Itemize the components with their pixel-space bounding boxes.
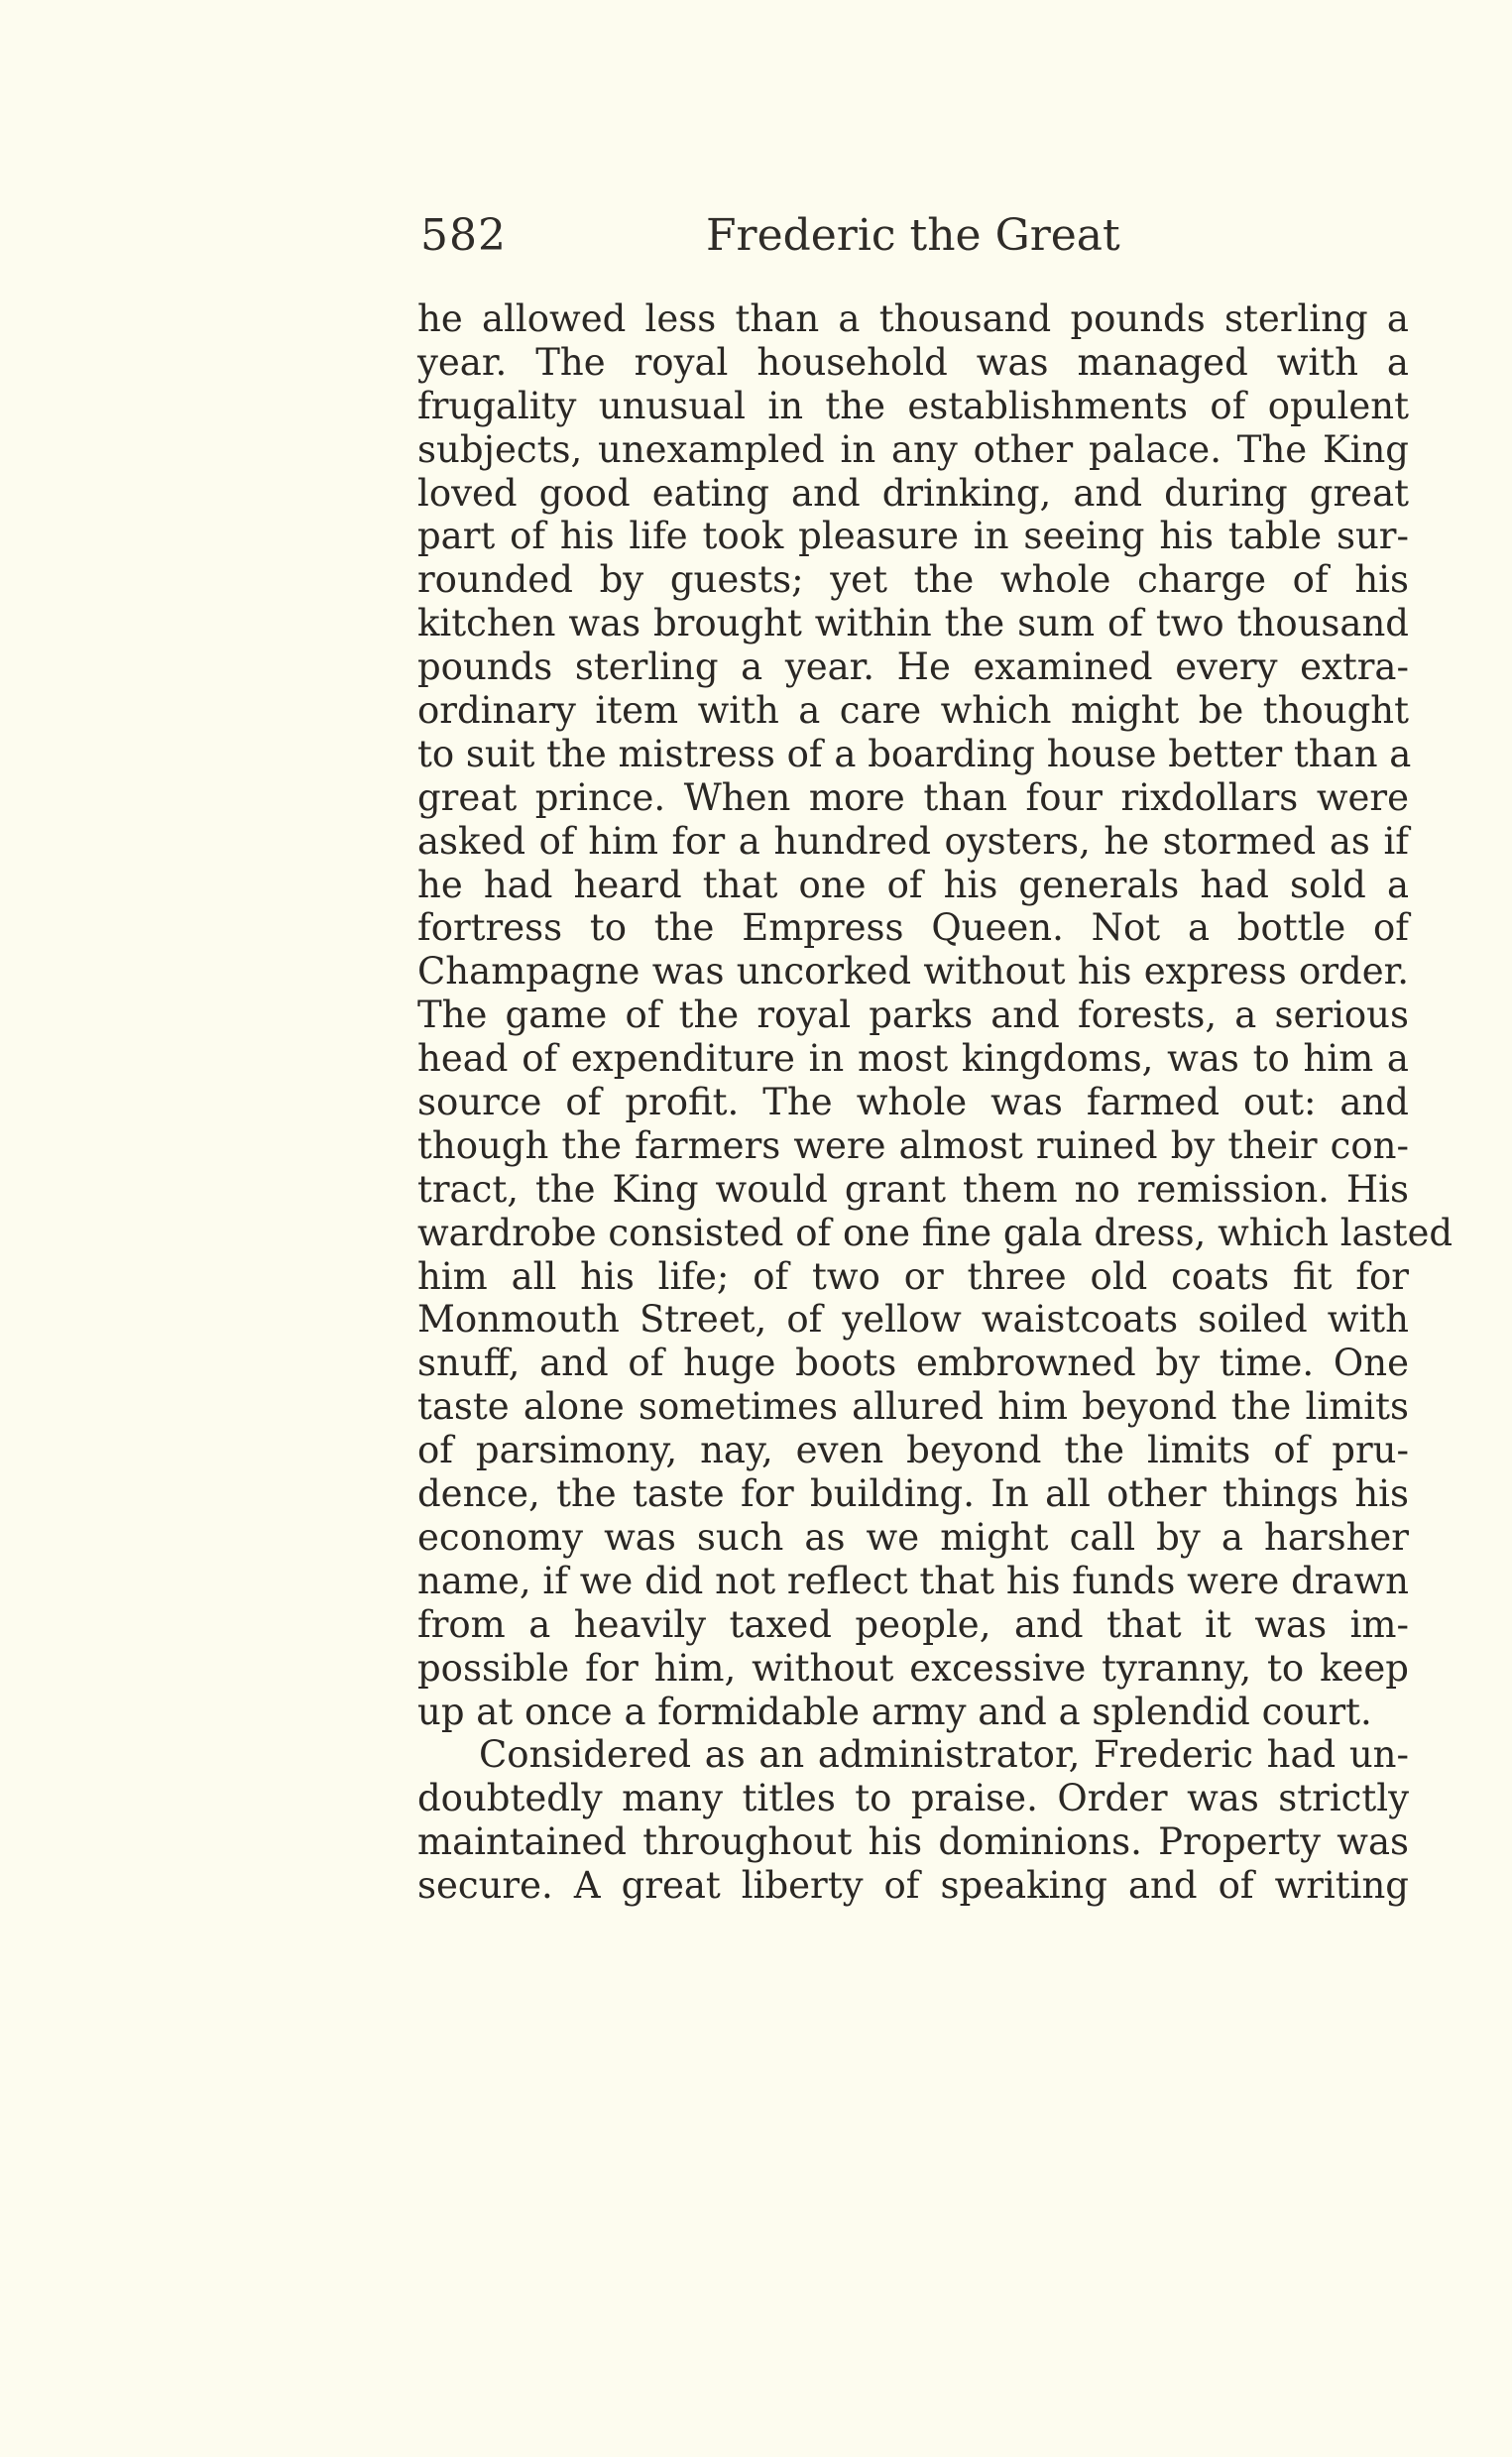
text-line: name, if we did not reflect that his funds were drawn (417, 1559, 1409, 1602)
text-line: rounded by guests; yet the whole charge of his (417, 558, 1409, 602)
text-line: secure. A great liberty of speaking and of writing (417, 1864, 1409, 1908)
text-line: he had heard that one of his generals had sold a (417, 863, 1409, 906)
text-line: tract, the King would grant them no remission. His (417, 1167, 1409, 1211)
text-line: great prince. When more than four rixdollars were (417, 775, 1409, 819)
text-line: possible for him, without excessive tyranny, to keep (417, 1646, 1409, 1690)
text-line: wardrobe consisted of one fine gala dress, which lasted (417, 1211, 1454, 1254)
text-line: source of profit. The whole was farmed out: and (417, 1081, 1409, 1124)
text-line: him all his life; of two or three old coats fit for (417, 1254, 1409, 1298)
text-line: taste alone sometimes allured him beyond the limits (417, 1385, 1409, 1429)
text-line: maintained throughout his dominions. Property was (417, 1820, 1409, 1864)
text-line: subjects, unexampled in any other palace. The King (417, 427, 1409, 471)
text-line: The game of the royal parks and forests, a serious (417, 994, 1409, 1037)
text-line: part of his life took pleasure in seeing his table sur- (417, 515, 1409, 558)
text-line: asked of him for a hundred oysters, he stormed as if (417, 819, 1409, 863)
text-line: to suit the mistress of a boarding house better than a (417, 732, 1412, 775)
text-line: dence, the taste for building. In all other things his (417, 1472, 1409, 1516)
running-title: Frederic the Great (706, 210, 1120, 261)
text-line: though the farmers were almost ruined by their con- (417, 1123, 1409, 1167)
paragraph-start-line: Considered as an administrator, Frederic had un- (479, 1733, 1409, 1777)
text-line: year. The royal household was managed with a (417, 340, 1409, 384)
text-line: loved good eating and drinking, and during great (417, 471, 1409, 515)
page-number: 582 (420, 210, 507, 261)
text-line: from a heavily taxed people, and that it was im- (417, 1602, 1409, 1646)
text-line: Monmouth Street, of yellow waistcoats soiled with (417, 1298, 1409, 1342)
text-line: pounds sterling a year. He examined every extra- (417, 645, 1409, 689)
text-line: Champagne was uncorked without his express order. (417, 950, 1409, 994)
text-line: kitchen was brought within the sum of two thousand (417, 602, 1409, 645)
body-text (417, 297, 1454, 1908)
text-line: snuff, and of huge boots embrowned by time. One (417, 1342, 1409, 1385)
text-line: economy was such as we might call by a harsher (417, 1515, 1409, 1559)
paragraph-end-line: up at once a formidable army and a splendid court. (417, 1690, 1372, 1733)
text-line: head of expenditure in most kingdoms, was to him a (417, 1037, 1409, 1081)
text-line: he allowed less than a thousand pounds sterling a (417, 297, 1409, 340)
running-head (420, 210, 1402, 270)
text-line: fortress to the Empress Queen. Not a bottle of (417, 906, 1409, 950)
text-line: frugality unusual in the establishments of opulent (417, 384, 1409, 427)
text-line: ordinary item with a care which might be thought (417, 689, 1409, 733)
text-line: doubtedly many titles to praise. Order was strictly (417, 1777, 1409, 1820)
text-line: of parsimony, nay, even beyond the limits of pru- (417, 1429, 1409, 1472)
